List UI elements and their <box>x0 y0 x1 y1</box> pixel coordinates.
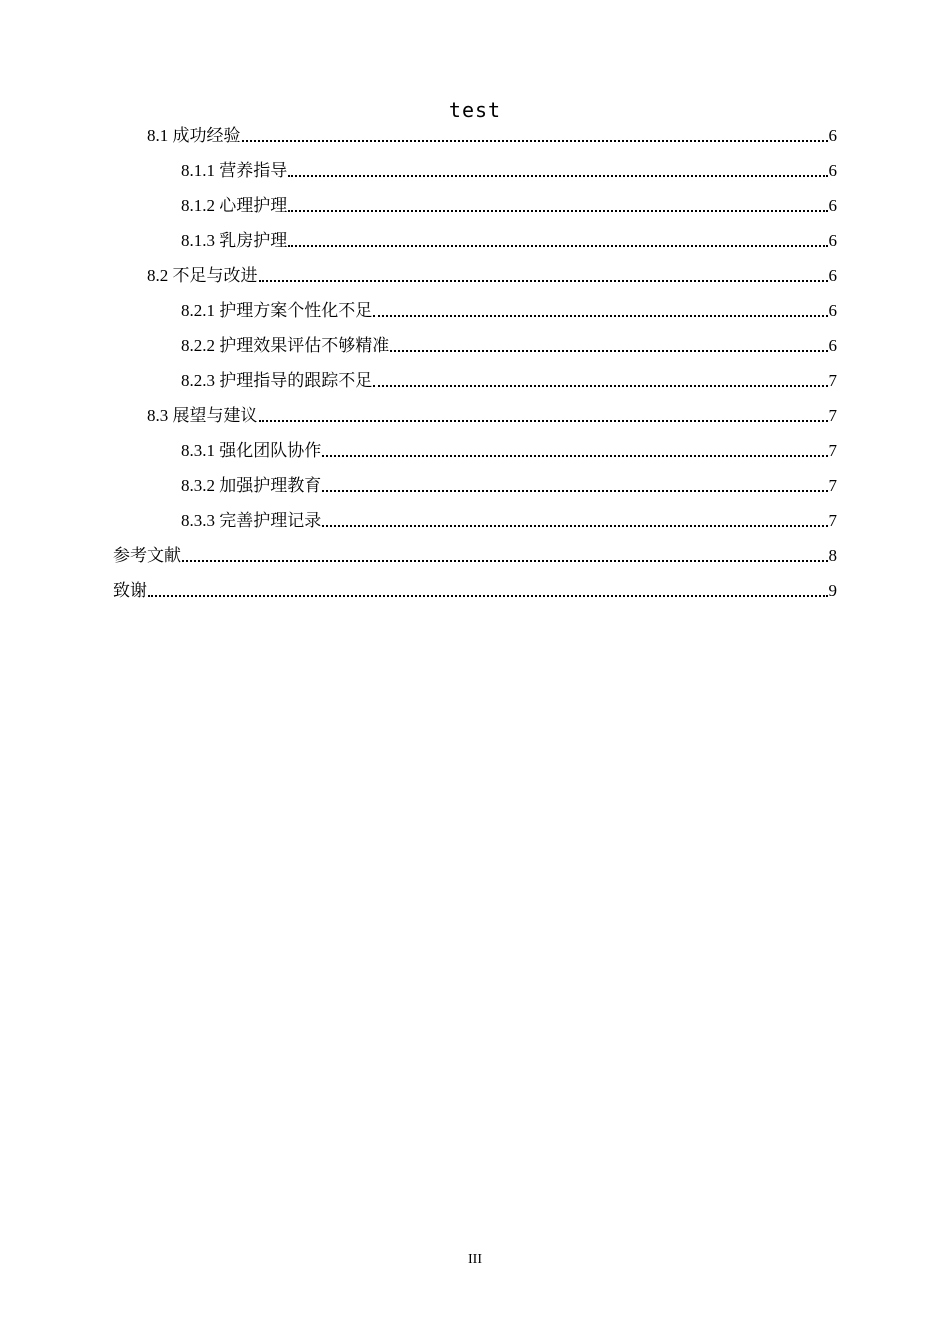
toc-entry[interactable] <box>181 188 837 223</box>
toc-entry-label: 8.1 成功经验 <box>147 125 241 145</box>
toc-entry[interactable] <box>113 538 837 573</box>
toc-entry[interactable] <box>181 468 837 503</box>
dot-leader <box>259 265 828 287</box>
header-title: test <box>448 98 502 122</box>
toc-entry-label: 致谢 <box>113 580 147 600</box>
toc-entry-label: 8.2.1 护理方案个性化不足 <box>181 300 373 320</box>
toc-entry-page: 6 <box>828 265 837 285</box>
toc-entry[interactable] <box>181 363 837 398</box>
dot-leader <box>373 370 827 392</box>
toc-entry[interactable] <box>181 328 837 363</box>
dot-leader <box>148 580 828 602</box>
toc-entry[interactable] <box>147 398 837 433</box>
toc-entry-page: 6 <box>828 160 837 180</box>
toc-entry-label: 8.3.1 强化团队协作 <box>181 440 322 460</box>
toc-entry[interactable] <box>147 258 837 293</box>
toc-entry-page: 6 <box>828 300 837 320</box>
toc-entry[interactable] <box>181 433 837 468</box>
toc-entry-page: 8 <box>828 545 837 565</box>
toc-entry-page: 7 <box>828 475 837 495</box>
toc-entry[interactable] <box>113 573 837 608</box>
toc-entry-label: 8.3.2 加强护理教育 <box>181 475 322 495</box>
dot-leader <box>182 545 828 567</box>
toc-entry-label: 8.1.1 营养指导 <box>181 160 288 180</box>
dot-leader <box>242 125 828 147</box>
toc-entry[interactable] <box>147 118 837 153</box>
toc-entry-page: 7 <box>828 370 837 390</box>
toc-entry[interactable] <box>181 293 837 328</box>
toc-entry-label: 8.2.3 护理指导的跟踪不足 <box>181 370 373 390</box>
dot-leader <box>390 335 827 357</box>
toc-entry-label: 8.1.3 乳房护理 <box>181 230 288 250</box>
dot-leader <box>322 440 827 462</box>
toc-entry-page: 7 <box>828 510 837 530</box>
dot-leader <box>288 160 827 182</box>
toc-entry-label: 8.1.2 心理护理 <box>181 195 288 215</box>
dot-leader <box>322 510 827 532</box>
toc-entry-page: 6 <box>828 195 837 215</box>
toc-entry-label: 8.3.3 完善护理记录 <box>181 510 322 530</box>
dot-leader <box>373 300 827 322</box>
toc-entry[interactable] <box>181 503 837 538</box>
dot-leader <box>322 475 827 497</box>
toc-entry-label: 8.2 不足与改进 <box>147 265 258 285</box>
toc-entry-page: 6 <box>828 230 837 250</box>
toc-entry-page: 7 <box>828 440 837 460</box>
dot-leader <box>259 405 828 427</box>
toc-entry-label: 8.2.2 护理效果评估不够精准 <box>181 335 390 355</box>
toc-entry-page: 9 <box>828 580 837 600</box>
toc-entry-page: 6 <box>828 125 837 145</box>
toc-entry[interactable] <box>181 153 837 188</box>
toc-entry-label: 8.3 展望与建议 <box>147 405 258 425</box>
toc-entry-page: 6 <box>828 335 837 355</box>
toc-entry-page: 7 <box>828 405 837 425</box>
footer-page-number: III <box>468 1252 482 1267</box>
toc-entry-label: 参考文献 <box>113 545 181 565</box>
dot-leader <box>288 230 827 252</box>
dot-leader <box>288 195 827 217</box>
toc-entry[interactable] <box>181 223 837 258</box>
